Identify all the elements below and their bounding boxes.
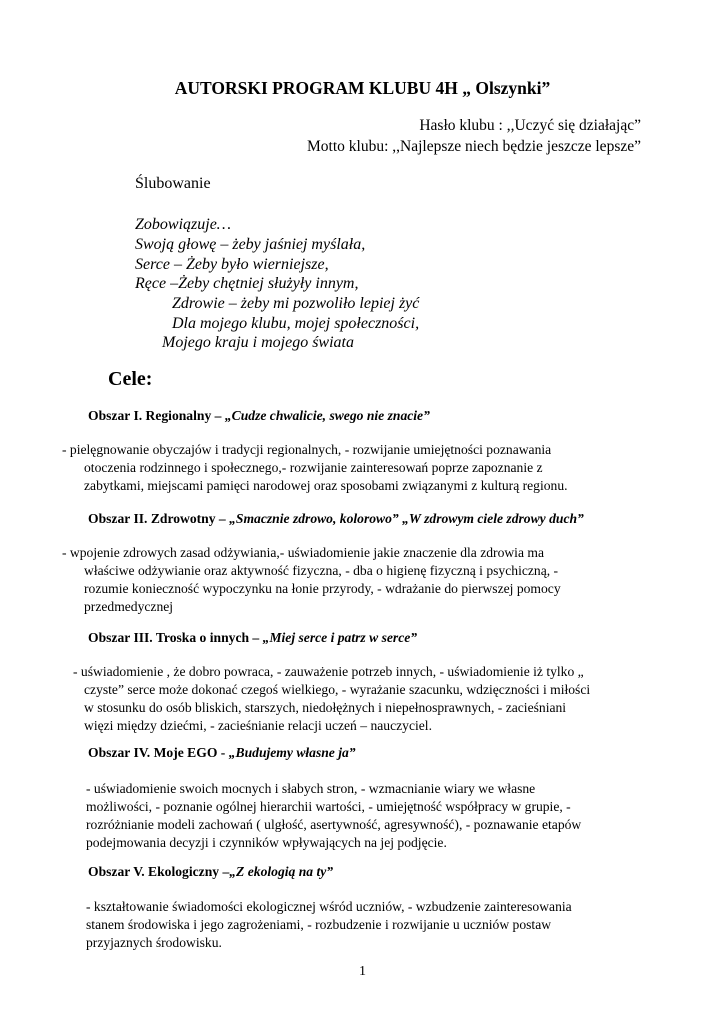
oath-line: Swoją głowę – żeby jaśniej myślała, — [135, 236, 366, 253]
area-heading — [88, 745, 356, 761]
area-heading — [88, 630, 417, 646]
oath-line: Mojego kraju i mojego świata — [162, 334, 354, 351]
area-text-line: właściwe odżywianie oraz aktywność fizyczna, - dba o higienę fizyczną i psychiczną, - — [84, 563, 559, 578]
oath-line: Serce – Żeby było wierniejsze, — [135, 256, 329, 273]
area-text-line: w stosunku do osób bliskich, starszych, niedołężnych i niepełnosprawnych, - zacieśniani — [84, 700, 567, 715]
area-motto: „Miej serce i patrz w serce” — [262, 630, 418, 645]
oath-line: Zobowiązuje… — [135, 216, 232, 233]
area-text-line: przyjaznych środowisku. — [86, 935, 222, 950]
area-heading — [88, 408, 430, 424]
area-text-line: - pielęgnowanie obyczajów i tradycji regionalnych, - rozwijanie umiejętności poznawania — [62, 442, 552, 457]
area-text-line: - uświadomienie swoich mocnych i słabych stron, - wzmacnianie wiary we własne — [86, 781, 536, 796]
page-number: 1 — [359, 964, 366, 979]
area-text-line: więzi między dziećmi, - zacieśnianie relacji uczeń – nauczyciel. — [84, 718, 432, 733]
oath-line: Dla mojego klubu, mojej społeczności, — [172, 315, 420, 332]
area-text-line: otoczenia rodzinnego i społecznego,- rozwijanie zainteresowań poprze zapoznanie z — [84, 460, 543, 475]
area-label: Obszar III. Troska o innych – — [88, 630, 263, 645]
area-text-line: - wpojenie zdrowych zasad odżywiania,- uświadomienie jakie znaczenie dla zdrowia ma — [62, 545, 544, 560]
area-text-line: przedmedycznej — [84, 599, 174, 614]
area-text-line: rozumie konieczność wypoczynku na łonie przyrody, - wdrażanie do pierwszej pomocy — [84, 581, 561, 596]
area-label: Obszar II. Zdrowotny – — [88, 511, 230, 526]
oath-line: Ręce –Żeby chętniej służyły innym, — [135, 275, 359, 292]
oath-line: Zdrowie – żeby mi pozwoliło lepiej żyć — [172, 295, 420, 312]
area-text-line: rozróżnianie modeli zachowań ( ulgłość, asertywność, agresywność), - poznawanie etapów — [86, 817, 582, 832]
club-motto: Motto klubu: ,,Najlepsze niech będzie jeszcze lepsze” — [307, 138, 641, 155]
area-text-line: - uświadomienie , że dobro powraca, - zauważenie potrzeb innych, - uświadomienie iż tylko „ — [73, 664, 584, 679]
area-text-line: podejmowania decyzji i czynników wpływających na jej podjęcie. — [86, 835, 447, 850]
area-label: Obszar I. Regionalny – — [88, 408, 225, 423]
area-heading — [88, 511, 584, 527]
area-text-line: czyste” serce może dokonać czegoś wielkiego, - wyrażanie szacunku, wdzięczności i miłości — [84, 682, 591, 697]
area-motto: „Budujemy własne ja” — [228, 745, 356, 760]
area-label: Obszar V. Ekologiczny – — [88, 864, 230, 879]
area-motto: „Z ekologią na ty” — [229, 864, 334, 879]
area-heading — [88, 864, 333, 880]
goals-heading: Cele: — [108, 368, 153, 390]
area-text-line: zabytkami, miejscami pamięci narodowej oraz sposobami związanymi z kulturą regionu. — [84, 478, 568, 493]
club-slogan: Hasło klubu : ,,Uczyć się działając” — [419, 117, 641, 134]
area-text-line: - kształtowanie świadomości ekologicznej wśród uczniów, - wzbudzenie zainteresowania — [86, 899, 572, 914]
area-label: Obszar IV. Moje EGO - — [88, 745, 229, 760]
area-motto: „Smacznie zdrowo, kolorowo” „W zdrowym ciele zdrowy duch” — [229, 511, 584, 526]
page-title: AUTORSKI PROGRAM KLUBU 4H „ Olszynki” — [174, 78, 551, 98]
area-text-line: stanem środowiska i jego zagrożeniami, - rozbudzenie i rozwijanie u uczniów postaw — [86, 917, 552, 932]
area-motto: „Cudze chwalicie, swego nie znacie” — [224, 408, 430, 423]
oath-heading: Ślubowanie — [135, 175, 211, 192]
area-text-line: możliwości, - poznanie ogólnej hierarchii wartości, - umiejętność współpracy w grupie, - — [86, 799, 571, 814]
